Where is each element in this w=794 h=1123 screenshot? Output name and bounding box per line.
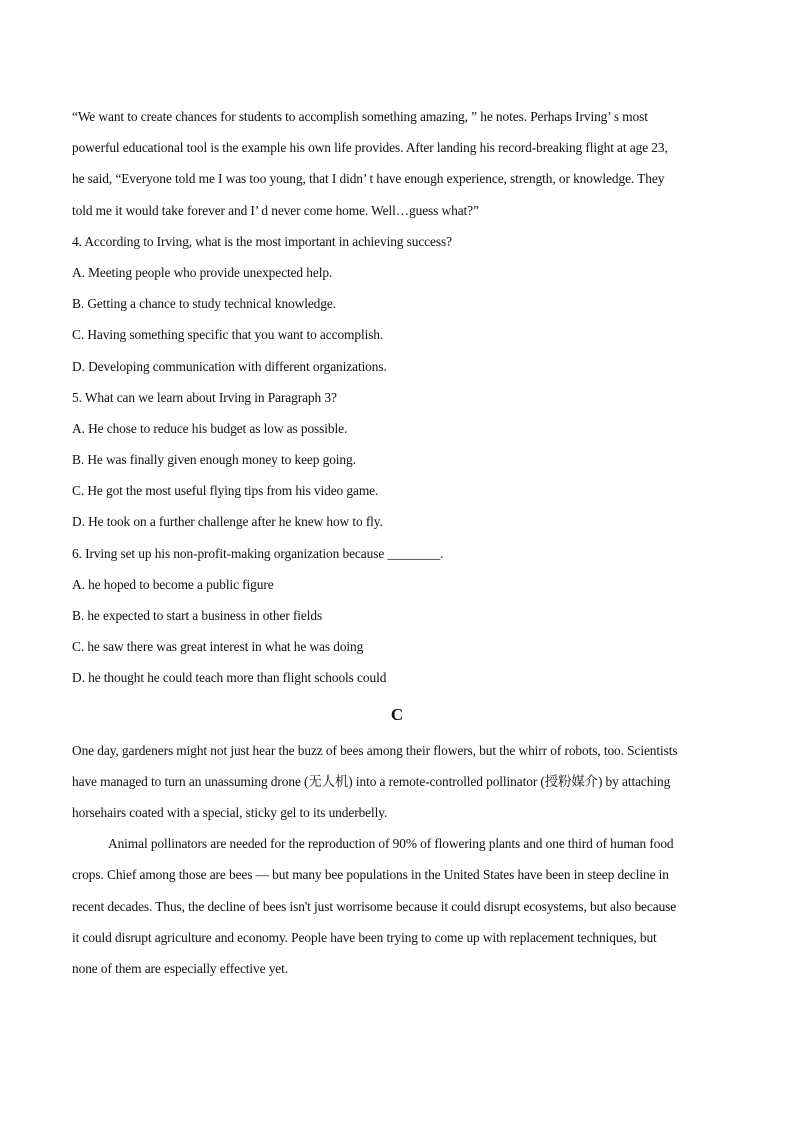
passage-line: “We want to create chances for students to accomplish something amazing, ” he notes. Perhaps Irving’ s most	[72, 109, 648, 124]
answer-option: D. He took on a further challenge after he knew how to fly.	[72, 514, 383, 530]
answer-option: A. he hoped to become a public figure	[72, 576, 274, 592]
question-6	[72, 538, 722, 694]
section-c-paragraph-1	[72, 735, 722, 829]
paragraph-line: crops. Chief among those are bees — but many bee populations in the United States have been in steep decline in	[72, 867, 669, 883]
question-5	[72, 382, 722, 538]
answer-option: B. he expected to start a business in other fields	[72, 608, 323, 623]
answer-option: C. He got the most useful flying tips from his video game.	[72, 483, 379, 499]
answer-option: A. He chose to reduce his budget as low as possible.	[72, 420, 348, 436]
question-stem: 6. Irving set up his non-profit-making organization because ________.	[72, 545, 444, 561]
paragraph-line: it could disrupt agriculture and economy. People have been trying to come up with replacement techniques, but	[72, 929, 657, 945]
answer-option: D. he thought he could teach more than flight schools could	[72, 670, 387, 686]
answer-option: C. Having something specific that you want to accomplish.	[72, 327, 384, 343]
paragraph-line: horsehairs coated with a special, sticky gel to its underbelly.	[72, 804, 388, 820]
passage-line: he said, “Everyone told me I was too young, that I didn’ t have enough experience, strength, or knowledge. They	[72, 171, 665, 187]
section-c-paragraph-2	[72, 828, 722, 984]
question-stem: 5. What can we learn about Irving in Paragraph 3?	[72, 389, 337, 405]
paragraph-line: Animal pollinators are needed for the reproduction of 90% of flowering plants and one third of human food	[108, 836, 674, 852]
question-stem: 4. According to Irving, what is the most important in achieving success?	[72, 233, 452, 249]
passage-b-ending	[72, 101, 722, 226]
answer-option: D. Developing communication with different organizations.	[72, 358, 387, 374]
answer-option: A. Meeting people who provide unexpected help.	[72, 264, 333, 280]
paragraph-line: One day, gardeners might not just hear the buzz of bees among their flowers, but the whirr of robots, too. Scientists	[72, 742, 678, 758]
page-content	[72, 101, 722, 984]
passage-line: powerful educational tool is the example his own life provides. After landing his record-breaking flight at age 23,	[72, 140, 668, 156]
question-4	[72, 226, 722, 382]
section-title: C	[390, 704, 404, 724]
paragraph-line: none of them are especially effective yet.	[72, 960, 289, 976]
answer-option: C. he saw there was great interest in what he was doing	[72, 639, 364, 655]
answer-option: B. Getting a chance to study technical knowledge.	[72, 296, 336, 312]
passage-line: told me it would take forever and I’ d never come home. Well…guess what?”	[72, 202, 479, 218]
paragraph-line: have managed to turn an unassuming drone (无人机) into a remote-controlled pollinator (授粉媒介) by attaching	[72, 773, 671, 789]
answer-option: B. He was finally given enough money to keep going.	[72, 452, 356, 468]
paragraph-line: recent decades. Thus, the decline of bees isn't just worrisome because it could disrupt ecosystems, but also because	[72, 898, 677, 914]
